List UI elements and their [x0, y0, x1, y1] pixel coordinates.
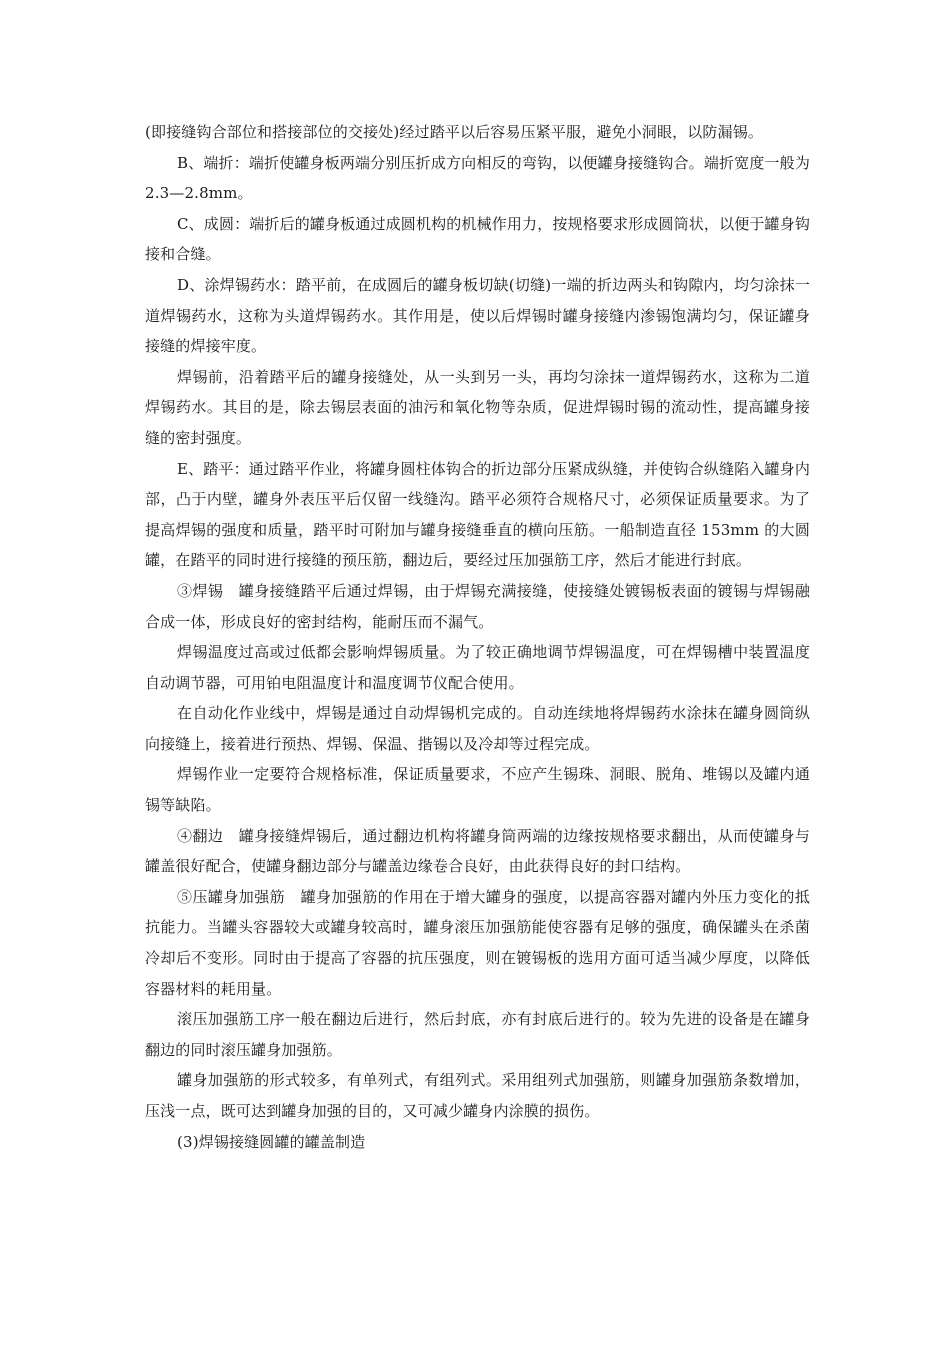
paragraph-automatic-soldering: 在自动化作业线中，焊锡是通过自动焊锡机完成的。自动连续地将焊锡药水涂抹在罐身圆筒纵向接缝上，接着进行预热、焊锡、保温、揩锡以及冷却等过程完成。 [145, 704, 810, 753]
paragraph-bead-rolling-order: 滚压加强筋工序一般在翻边后进行，然后封底，亦有封底后进行的。较为先进的设备是在罐身翻边的同时滚压罐身加强筋。 [145, 1010, 810, 1059]
paragraph-solder-quality: 焊锡作业一定要符合规格标准，保证质量要求，不应产生锡珠、洞眼、脱角、堆锡以及罐内通锡等缺陷。 [145, 765, 810, 815]
document-body [145, 117, 810, 1157]
paragraph-flanging: ④翻边 罐身接缝焊锡后，通过翻边机构将罐身筒两端的边缘按规格要求翻出，从而使罐身与罐盖很好配合，使罐身翻边部分与罐盖边缘卷合良好，由此获得良好的封口结构。 [145, 826, 810, 876]
paragraph-solder-temperature: 焊锡温度过高或过低都会影响焊锡质量。为了较正确地调节焊锡温度，可在焊锡槽中装置温度自动调节器，可用铂电阻温度计和温度调节仪配合使用。 [145, 643, 810, 692]
paragraph-flux-first: D、涂焊锡药水：踏平前，在成圆后的罐身板切缺(切缝)一端的折边两头和钩隙内，均匀涂抹一道焊锡药水，这称为头道焊锡药水。其作用是，使以后焊锡时罐身接缝内渗锡饱满均匀，保证罐身接缝的焊接牢度。 [145, 275, 810, 356]
paragraph-flattening: E、踏平：通过踏平作业，将罐身圆柱体钩合的折边部分压紧成纵缝，并使钩合纵缝陷入罐身内部，凸于内壁，罐身外表压平后仅留一线缝沟。踏平必须符合规格尺寸，必须保证质量要求。为了提高焊锡的强度和质量，踏平时可附加与罐身接缝垂直的横向压筋。一船制造直径 153mm 的大圆罐，在踏平的同时进行接缝的预压筋，翻边后，要经过压加强筋工序，然后才能进行封底。 [145, 459, 810, 570]
paragraph-flux-second: 焊锡前，沿着踏平后的罐身接缝处，从一头到另一头，再均匀涂抹一道焊锡药水，这称为二道焊锡药水。其目的是，除去锡层表面的油污和氧化物等杂质，促进焊锡时锡的流动性，提高罐身接缝的密封强度。 [145, 367, 810, 447]
paragraph-bead-types: 罐身加强筋的形式较多，有单列式，有组列式。采用组列式加强筋，则罐身加强筋条数增加，压浅一点，既可达到罐身加强的目的，又可减少罐身内涂膜的损伤。 [145, 1071, 810, 1120]
paragraph-continuation: (即接缝钩合部位和搭接部位的交接处)经过踏平以后容易压紧平服，避免小洞眼，以防漏锡。 [145, 123, 764, 141]
paragraph-end-folding: B、端折：端折使罐身板两端分别压折成方向相反的弯钩，以便罐身接缝钩合。端折宽度一般为 2.3—2.8mm。 [145, 153, 810, 203]
paragraph-rounding: C、成圆：端折后的罐身板通过成圆机构的机械作用力，按规格要求形成圆筒状，以便于罐身钩接和合缝。 [145, 214, 810, 264]
section-heading-can-lid: (3)焊锡接缝圆罐的罐盖制造 [177, 1132, 366, 1151]
paragraph-soldering: ③焊锡 罐身接缝踏平后通过焊锡，由于焊锡充满接缝，使接缝处镀锡板表面的镀锡与焊锡融合成一体，形成良好的密封结构，能耐压而不漏气。 [145, 581, 810, 631]
paragraph-reinforcing-beads: ⑤压罐身加强筋 罐身加强筋的作用在于增大罐身的强度，以提高容器对罐内外压力变化的抵抗能力。当罐头容器较大或罐身较高时，罐身滚压加强筋能使容器有足够的强度，确保罐头在杀菌冷却后不变形。同时由于提高了容器的抗压强度，则在镀锡板的选用方面可适当减少厚度，以降低容器材料的耗用量。 [145, 887, 810, 998]
